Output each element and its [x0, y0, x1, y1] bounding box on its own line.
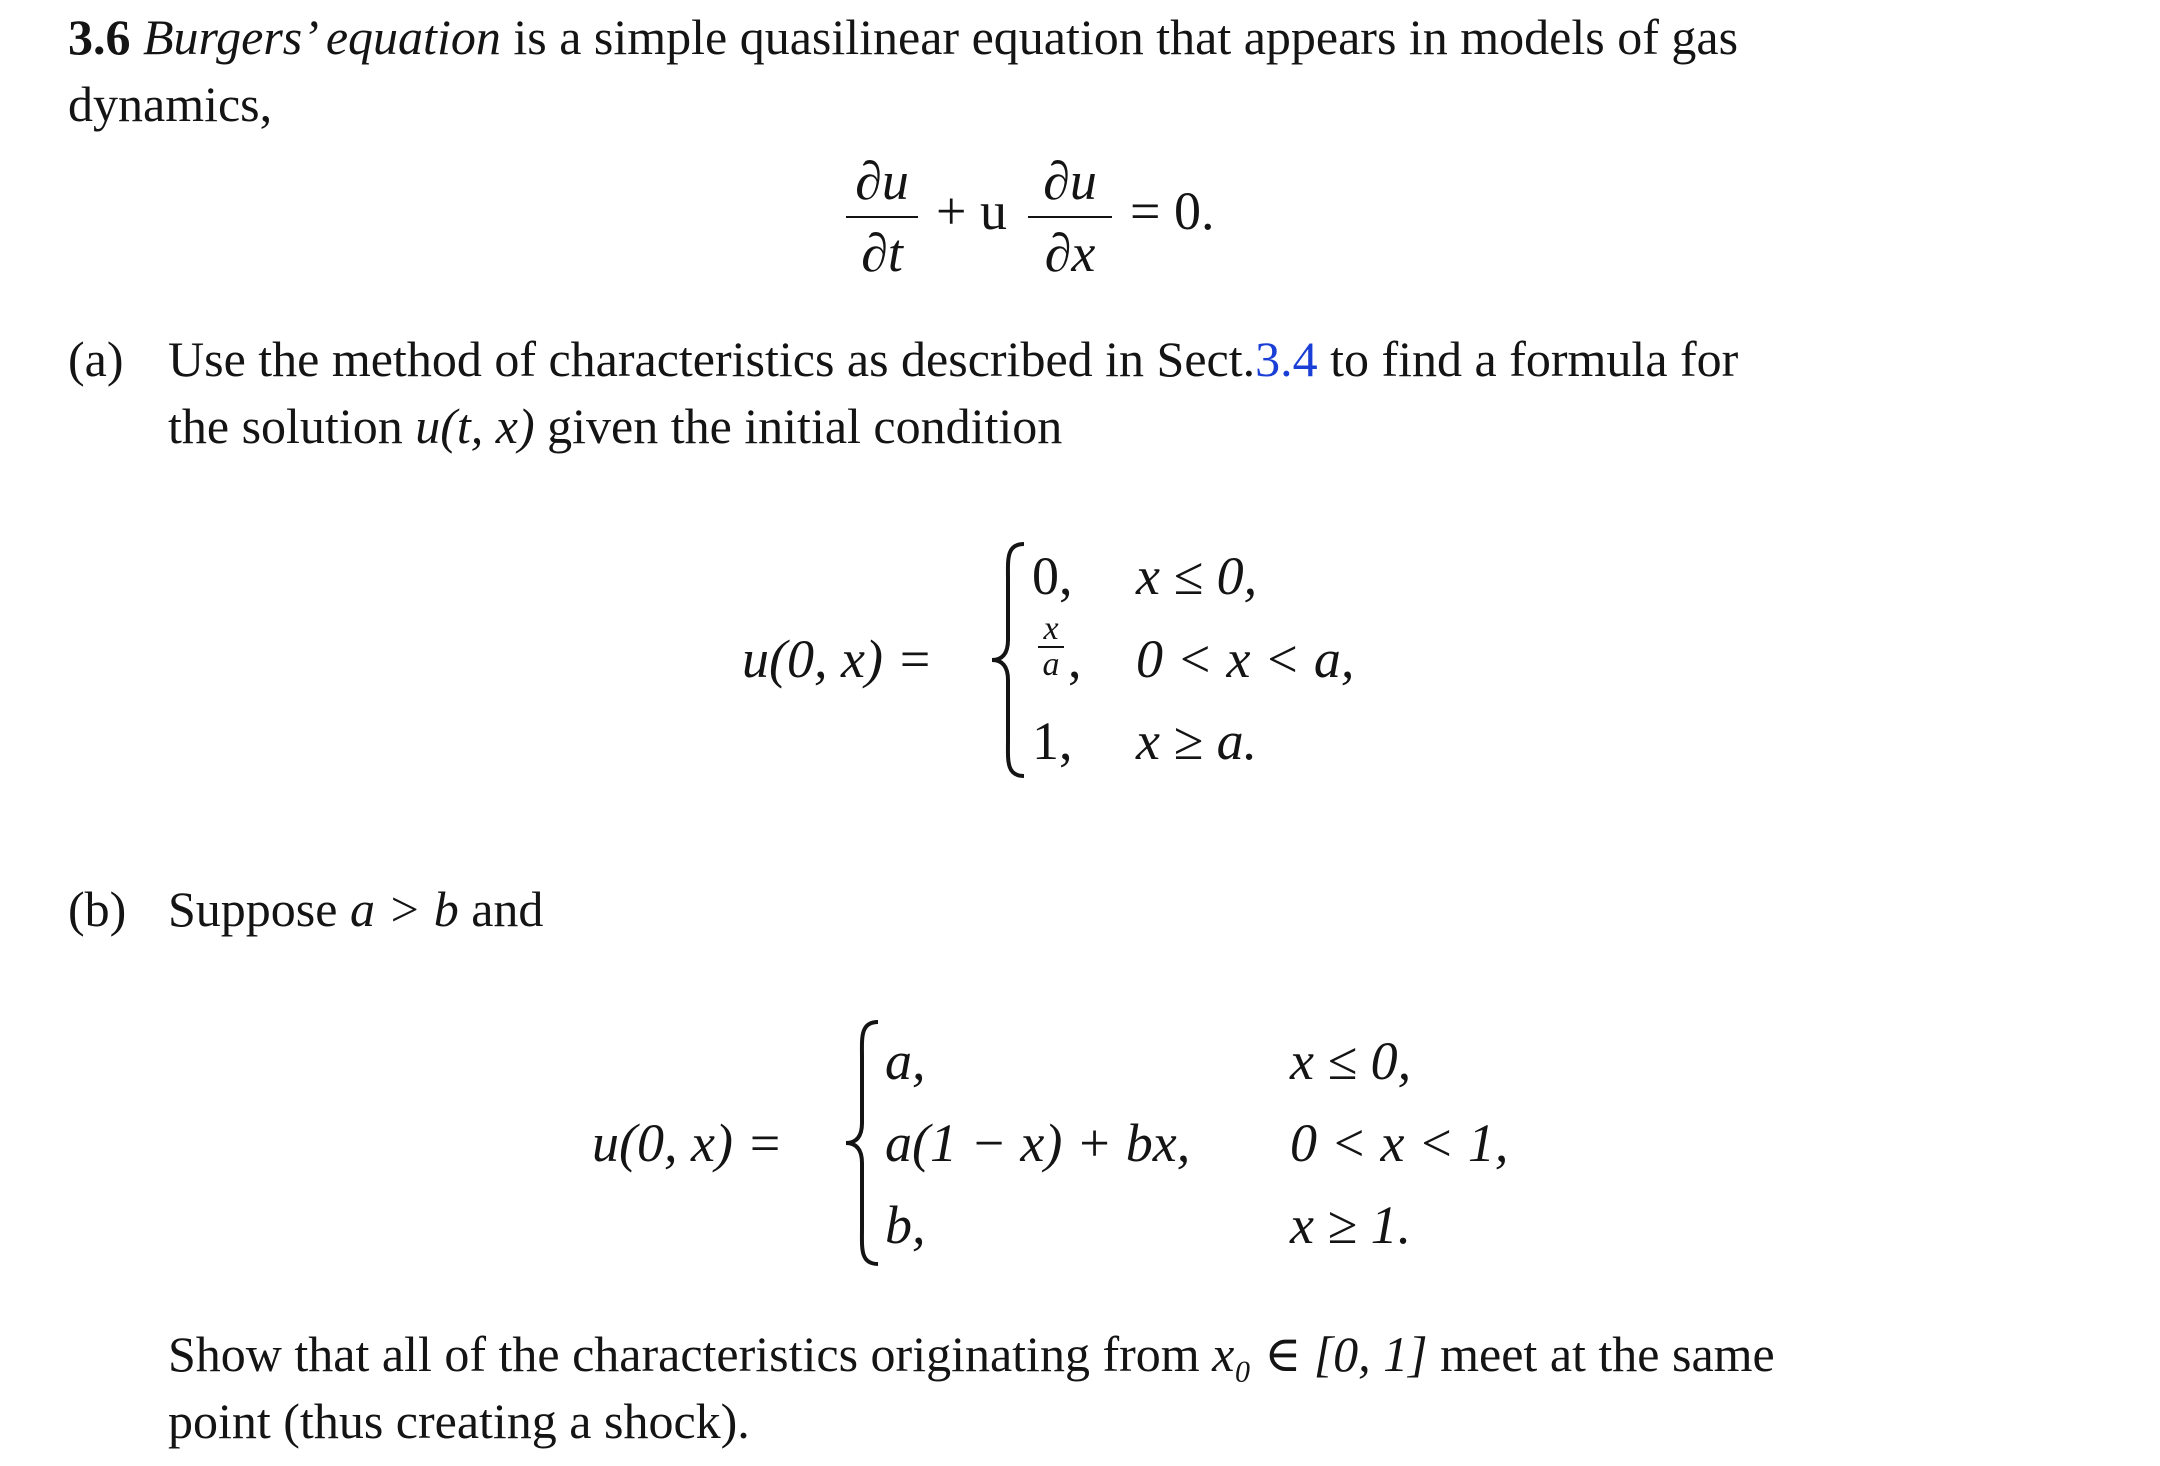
solution-expression: u(t, x)	[415, 398, 535, 454]
inequality: a > b	[349, 881, 459, 937]
case-a3-value: 1,	[1032, 711, 1073, 771]
plus-u: + u	[936, 181, 1007, 241]
part-a-text2: to find a formula for	[1330, 331, 1739, 387]
value-text: a,	[885, 1031, 926, 1091]
part-b-text2: and	[471, 881, 544, 937]
conclusion-variable: x₀ ∈ [0, 1]	[1212, 1326, 1428, 1382]
case-a2-value	[1038, 610, 1064, 683]
case-b3-condition	[1290, 1194, 1411, 1256]
lhs-text: u(0, x) =	[742, 629, 933, 689]
frac2-numerator: ∂u	[1043, 151, 1097, 211]
lhs-text: u(0, x) =	[592, 1113, 783, 1173]
part-b-conclusion-line1	[168, 1325, 1775, 1383]
section-link[interactable]: 3.4	[1255, 331, 1318, 387]
part-a-label: (a)	[68, 331, 124, 387]
case-b1-condition	[1290, 1030, 1411, 1092]
case-b2-condition	[1290, 1112, 1508, 1174]
left-brace-icon	[842, 1018, 882, 1268]
piecewise-a-lhs	[742, 628, 933, 690]
frac-du-dt	[846, 150, 918, 284]
case-a2-condition	[1136, 628, 1354, 690]
condition-text: x ≤ 0,	[1290, 1031, 1412, 1091]
condition-text: x ≤ 0,	[1136, 546, 1258, 606]
left-brace-icon	[988, 540, 1028, 780]
part-a-text3: the solution	[168, 398, 403, 454]
part-a-line1	[168, 330, 1738, 388]
problem-intro-line2: dynamics,	[68, 76, 273, 132]
part-b-text1: Suppose	[168, 881, 338, 937]
conclusion-text1: Show that all of the characteristics originating from	[168, 1326, 1200, 1382]
case-a1-condition	[1136, 545, 1257, 607]
condition-text: x ≥ a.	[1136, 711, 1258, 771]
conclusion-text2: meet at the same	[1440, 1326, 1775, 1382]
part-a-text1: Use the method of characteristics as described in Sect.	[168, 331, 1256, 387]
condition-text: 0 < x < 1,	[1290, 1113, 1509, 1173]
frac1-denominator: ∂t	[861, 223, 903, 283]
case-b3-value	[885, 1194, 926, 1256]
frac2-denominator: ∂x	[1044, 223, 1096, 283]
part-a-line2	[168, 397, 1062, 455]
problem-title: Burgers’ equation	[143, 9, 501, 65]
problem-intro-line1	[68, 8, 1738, 66]
part-b-conclusion-line2: point (thus creating a shock).	[168, 1393, 750, 1449]
part-a-text4: given the initial condition	[547, 398, 1063, 454]
frac1-numerator: ∂u	[855, 151, 909, 211]
frac-du-dx	[1028, 150, 1112, 284]
piecewise-b-lhs	[592, 1112, 783, 1174]
case-a2-num: x	[1043, 610, 1059, 647]
value-text: a(1 − x) + bx,	[885, 1113, 1191, 1173]
condition-text: 0 < x < a,	[1136, 629, 1355, 689]
case-a2-suffix: ,	[1068, 629, 1082, 689]
equation-rhs: = 0.	[1130, 181, 1215, 241]
problem-intro-text: is a simple quasilinear equation that appears in models of gas	[513, 9, 1739, 65]
case-b1-value	[885, 1030, 926, 1092]
case-a3-condition	[1136, 710, 1257, 772]
condition-text: x ≥ 1.	[1290, 1195, 1412, 1255]
part-b-label: (b)	[68, 881, 127, 937]
problem-number: 3.6	[68, 9, 131, 65]
case-a2-den: a	[1042, 646, 1060, 683]
case-b2-value	[885, 1112, 1190, 1174]
case-a1-value: 0,	[1032, 546, 1073, 606]
value-text: b,	[885, 1195, 926, 1255]
part-b-line1	[168, 880, 543, 938]
